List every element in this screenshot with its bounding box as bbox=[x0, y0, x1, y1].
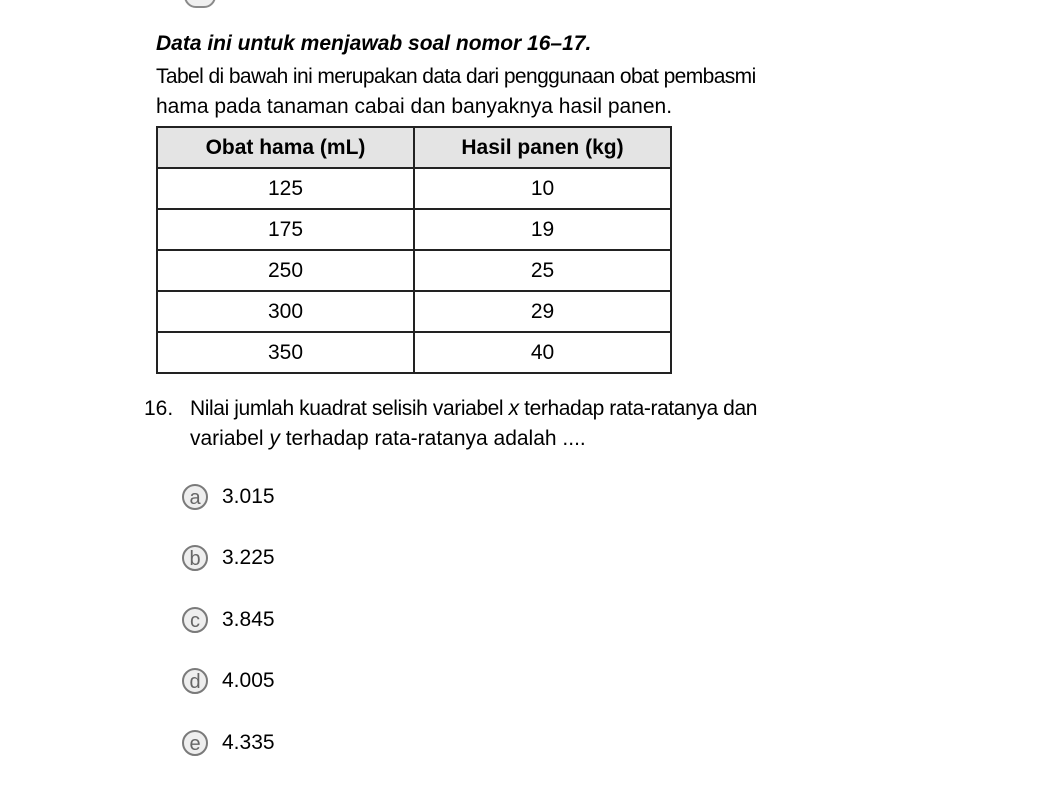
option-letter-badge: e bbox=[182, 730, 208, 756]
variable-y: y bbox=[269, 427, 280, 450]
option-value: 4.005 bbox=[222, 669, 275, 692]
question-line-1 bbox=[190, 394, 910, 424]
question-line-2 bbox=[190, 424, 910, 454]
option-e[interactable] bbox=[182, 728, 275, 758]
table-row bbox=[157, 291, 671, 332]
intro-line-2: hama pada tanaman cabai dan banyaknya hasil panen. bbox=[156, 95, 673, 118]
option-letter-badge: c bbox=[182, 607, 208, 633]
table-cell-hasil-panen: 19 bbox=[414, 209, 671, 250]
option-value: 4.335 bbox=[222, 731, 275, 754]
option-value: 3.225 bbox=[222, 546, 275, 569]
table-cell-obat-hama: 350 bbox=[157, 332, 414, 373]
option-a[interactable] bbox=[182, 482, 275, 512]
question-line-2-text-b: terhadap rata-ratanya adalah .... bbox=[279, 427, 586, 450]
column-header-hasil-panen: Hasil panen (kg) bbox=[414, 127, 671, 168]
question-line-1-text-b: terhadap rata-ratanya dan bbox=[518, 397, 758, 420]
table-cell-hasil-panen: 40 bbox=[414, 332, 671, 373]
table-row bbox=[157, 332, 671, 373]
table-row bbox=[157, 250, 671, 291]
option-b[interactable] bbox=[182, 543, 275, 573]
option-value: 3.845 bbox=[222, 608, 275, 631]
table-cell-obat-hama: 250 bbox=[157, 250, 414, 291]
data-heading: Data ini untuk menjawab soal nomor 16–17. bbox=[156, 32, 592, 55]
option-letter-badge: b bbox=[182, 545, 208, 571]
question-text bbox=[190, 394, 910, 454]
column-header-obat-hama: Obat hama (mL) bbox=[157, 127, 414, 168]
option-d[interactable] bbox=[182, 666, 275, 696]
question-number: 16. bbox=[144, 397, 174, 420]
table-cell-obat-hama: 125 bbox=[157, 168, 414, 209]
table-header-row bbox=[157, 127, 671, 168]
question-line-1-text-a: Nilai jumlah kuadrat selisih variabel bbox=[190, 397, 509, 420]
table-row bbox=[157, 209, 671, 250]
data-table bbox=[156, 126, 672, 374]
intro-paragraph bbox=[156, 62, 916, 122]
option-value: 3.015 bbox=[222, 485, 275, 508]
option-c[interactable] bbox=[182, 605, 275, 635]
table-cell-obat-hama: 175 bbox=[157, 209, 414, 250]
option-letter-badge: a bbox=[182, 484, 208, 510]
table-cell-hasil-panen: 29 bbox=[414, 291, 671, 332]
table-cell-hasil-panen: 25 bbox=[414, 250, 671, 291]
option-letter-badge: d bbox=[182, 668, 208, 694]
variable-x: x bbox=[508, 397, 519, 420]
intro-line-1: Tabel di bawah ini merupakan data dari penggunaan obat pembasmi bbox=[156, 65, 756, 88]
table-cell-obat-hama: 300 bbox=[157, 291, 414, 332]
previous-option-badge-fragment bbox=[184, 0, 216, 8]
table-cell-hasil-panen: 10 bbox=[414, 168, 671, 209]
table-row bbox=[157, 168, 671, 209]
question-line-2-text-a: variabel bbox=[190, 427, 270, 450]
